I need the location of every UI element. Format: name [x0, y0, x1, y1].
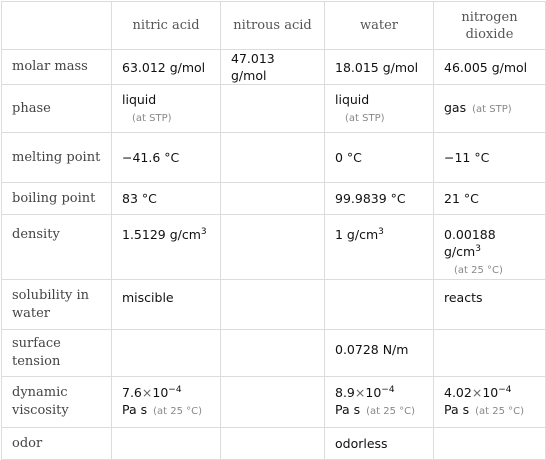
surface-tension-nitric-acid [112, 330, 221, 377]
density-nitrogen-dioxide-unit-line [444, 243, 535, 260]
molar-mass-water: 18.015 g/mol [325, 50, 434, 85]
row-odor [2, 428, 546, 460]
molar-mass-nitrous-acid: 47.013 g/mol [221, 50, 325, 85]
melting-point-nitric-acid: −41.6 °C [112, 133, 221, 183]
solubility-nitrogen-dioxide: reacts [434, 280, 546, 330]
row-solubility [2, 280, 546, 330]
header-row [2, 2, 546, 50]
density-water [325, 215, 434, 280]
viscosity-nitric-acid-exponent: −4 [168, 385, 182, 395]
viscosity-water-times: × [354, 385, 366, 400]
viscosity-nitric-acid-unit-line [122, 401, 210, 420]
viscosity-nitrogen-dioxide-base: 10 [482, 385, 499, 400]
viscosity-nitrogen-dioxide-mantissa: 4.02 [444, 385, 472, 400]
density-nitrogen-dioxide-note: (at 25 °C) [454, 265, 503, 276]
viscosity-water-exponent: −4 [381, 385, 395, 395]
phase-water-note: (at STP) [345, 112, 385, 124]
row-boiling-point [2, 183, 546, 215]
phase-nitric-acid [112, 85, 221, 133]
label-melting-point: melting point [2, 133, 112, 183]
melting-point-water: 0 °C [325, 133, 434, 183]
boiling-point-nitrogen-dioxide: 21 °C [434, 183, 546, 215]
odor-water: odorless [325, 428, 434, 460]
viscosity-water-unit: Pa s [335, 402, 361, 417]
header-nitrogen-dioxide [434, 2, 546, 50]
viscosity-nitric-acid-mantissa: 7.6 [122, 385, 142, 400]
boiling-point-water: 99.9839 °C [325, 183, 434, 215]
viscosity-water-unit-line [335, 401, 423, 420]
label-density: density [2, 215, 112, 280]
viscosity-water [325, 377, 434, 428]
molar-mass-nitric-acid: 63.012 g/mol [112, 50, 221, 85]
row-surface-tension [2, 330, 546, 377]
viscosity-nitric-acid-note: (at 25 °C) [153, 406, 203, 417]
density-water-value: 1 g/cm [335, 227, 379, 242]
viscosity-nitrogen-dioxide-note: (at 25 °C) [475, 406, 525, 417]
viscosity-nitric-acid-times: × [141, 385, 153, 400]
odor-nitric-acid [112, 428, 221, 460]
header-nitrogen-dioxide-text: nitrogen dioxide [461, 9, 518, 42]
density-nitrogen-dioxide-value: 0.00188 [444, 227, 496, 242]
label-molar-mass: molar mass [2, 50, 112, 85]
viscosity-nitric-acid-base: 10 [152, 385, 169, 400]
viscosity-water-base: 10 [365, 385, 382, 400]
phase-water-value: liquid [335, 91, 370, 107]
row-viscosity [2, 377, 546, 428]
viscosity-nitric-acid-unit: Pa s [122, 402, 148, 417]
phase-nitrogen-dioxide-note: (at STP) [472, 104, 512, 115]
density-nitrogen-dioxide [434, 215, 546, 280]
row-density [2, 215, 546, 280]
surface-tension-nitrous-acid [221, 330, 325, 377]
viscosity-nitrogen-dioxide [434, 377, 546, 428]
phase-nitric-acid-note: (at STP) [132, 112, 172, 124]
viscosity-nitrogen-dioxide-unit-line [444, 401, 535, 420]
header-nitric-acid: nitric acid [112, 2, 221, 50]
density-water-exponent: 3 [378, 227, 384, 237]
phase-water [325, 85, 434, 133]
viscosity-nitrogen-dioxide-exponent: −4 [498, 385, 512, 395]
label-viscosity: dynamic viscosity [2, 377, 112, 428]
viscosity-nitric-acid-value [122, 384, 210, 401]
solubility-nitrous-acid [221, 280, 325, 330]
viscosity-nitrous-acid [221, 377, 325, 428]
melting-point-nitrogen-dioxide: −11 °C [434, 133, 546, 183]
viscosity-nitrogen-dioxide-value [444, 384, 535, 401]
label-odor: odor [2, 428, 112, 460]
row-molar-mass [2, 50, 546, 85]
properties-table [1, 1, 546, 460]
melting-point-nitrous-acid [221, 133, 325, 183]
density-nitric-acid-exponent: 3 [200, 227, 207, 237]
viscosity-water-mantissa: 8.9 [335, 385, 355, 400]
phase-nitrous-acid [221, 85, 325, 133]
boiling-point-nitric-acid: 83 °C [112, 183, 221, 215]
row-phase [2, 85, 546, 133]
phase-nitrogen-dioxide [434, 85, 546, 133]
phase-nitric-acid-value: liquid [122, 91, 157, 107]
label-surface-tension: surface tension [2, 330, 112, 377]
solubility-water [325, 280, 434, 330]
density-nitrogen-dioxide-unit: g/cm [444, 244, 476, 259]
viscosity-nitrogen-dioxide-unit: Pa s [444, 402, 470, 417]
header-water: water [325, 2, 434, 50]
phase-nitrogen-dioxide-value: gas [444, 100, 467, 115]
density-nitric-acid [112, 215, 221, 280]
row-melting-point [2, 133, 546, 183]
solubility-nitric-acid: miscible [112, 280, 221, 330]
molar-mass-nitrogen-dioxide: 46.005 g/mol [434, 50, 546, 85]
odor-nitrous-acid [221, 428, 325, 460]
odor-nitrogen-dioxide [434, 428, 546, 460]
surface-tension-water: 0.0728 N/m [325, 330, 434, 377]
surface-tension-nitrogen-dioxide [434, 330, 546, 377]
header-corner [2, 2, 112, 50]
boiling-point-nitrous-acid [221, 183, 325, 215]
viscosity-water-value [335, 384, 423, 401]
label-solubility: solubility in water [2, 280, 112, 330]
viscosity-water-note: (at 25 °C) [366, 406, 416, 417]
label-phase: phase [2, 85, 112, 133]
header-nitrous-acid: nitrous acid [221, 2, 325, 50]
density-nitrogen-dioxide-exponent: 3 [475, 244, 481, 254]
label-boiling-point: boiling point [2, 183, 112, 215]
density-nitrous-acid [221, 215, 325, 280]
viscosity-nitrogen-dioxide-times: × [471, 385, 483, 400]
viscosity-nitric-acid [112, 377, 221, 428]
density-nitric-acid-value: 1.5129 g/cm [122, 227, 201, 242]
